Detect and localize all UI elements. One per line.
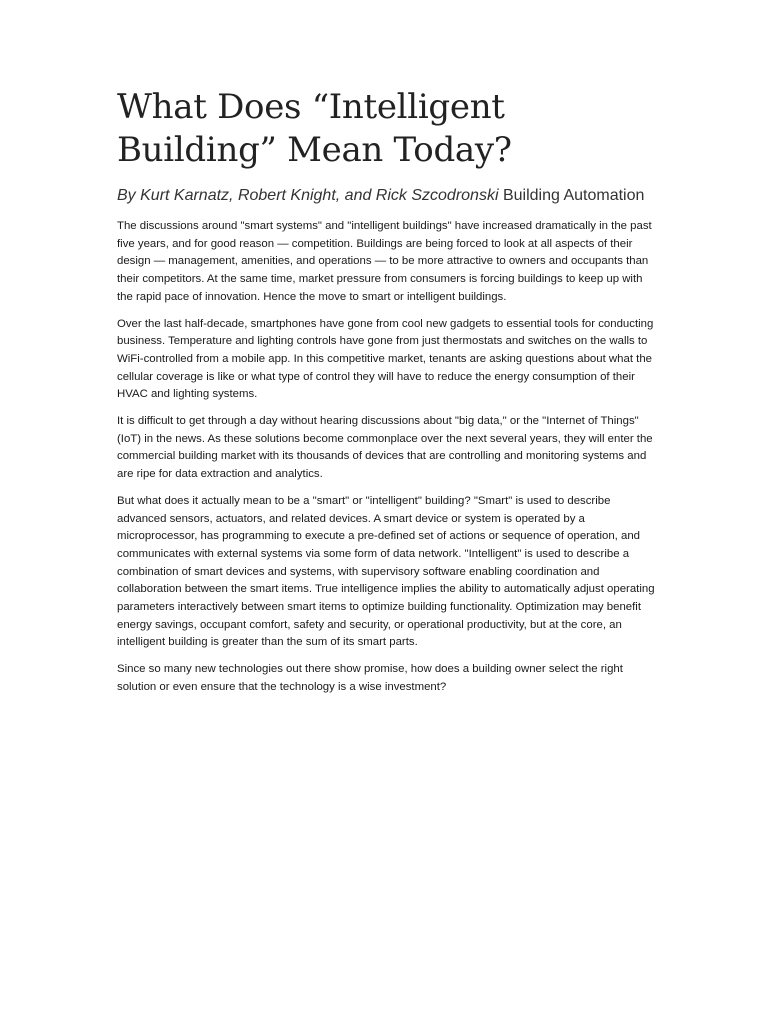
paragraph: Over the last half-decade, smartphones have gone from cool new gadgets to essential tools for conducting business. Temperature and lighting controls have gone from just thermostats and switches on the walls to WiFi-controlled from a mobile app. In this competitive market, tenants are asking questions about what the cellular coverage is like or what type of control they will have to reduce the energy consumption of their HVAC and lighting systems. — [117, 317, 654, 401]
article-body — [117, 218, 657, 697]
byline-section: Building Automation — [502, 187, 645, 204]
byline — [117, 186, 657, 206]
paragraph: But what does it actually mean to be a "smart" or "intelligent" building? "Smart" is used to describe advanced sensors, actuators, and related devices. A smart device or system is operated by a microprocessor, has programming to execute a pre-defined set of actions or sequence of operation, and communicates with external systems via some form of data network. "Intelligent" is used to describe a combination of smart devices and systems, with supervisory software enabling coordination and collaboration between the smart items. True intelligence implies the ability to automatically adjust operating parameters interactively between smart items to optimize building functionality. Optimization may benefit energy savings, occupant comfort, safety and security, or operational productivity, but at the core, an intelligent building is greater than the sum of its smart parts. — [117, 494, 655, 649]
byline-authors: By Kurt Karnatz, Robert Knight, and Rick Szcodronski — [117, 187, 499, 204]
paragraph: It is difficult to get through a day without hearing discussions about "big data," or the "Internet of Things" (IoT) in the news. As these solutions become commonplace over the next several years, they will enter the commercial building market with its thousands of devices that are controlling and monitoring systems and are ripe for data extraction and analytics. — [117, 415, 653, 481]
article-title: What Does “Intelligent Building” Mean Today? — [117, 87, 512, 170]
paragraph: The discussions around "smart systems" and "intelligent buildings" have increased dramatically in the past five years, and for good reason — competition. Buildings are being forced to look at all aspects of their design — management, amenities, and operations — to be more attractive to owners and occupants than their competitors. At the same time, market pressure from consumers is forcing buildings to keep up with the rapid pace of innovation. Hence the move to smart or intelligent buildings. — [117, 220, 652, 303]
paragraph: Since so many new technologies out there show promise, how does a building owner select the right solution or even ensure that the technology is a wise investment? — [117, 663, 623, 693]
article — [117, 86, 657, 706]
